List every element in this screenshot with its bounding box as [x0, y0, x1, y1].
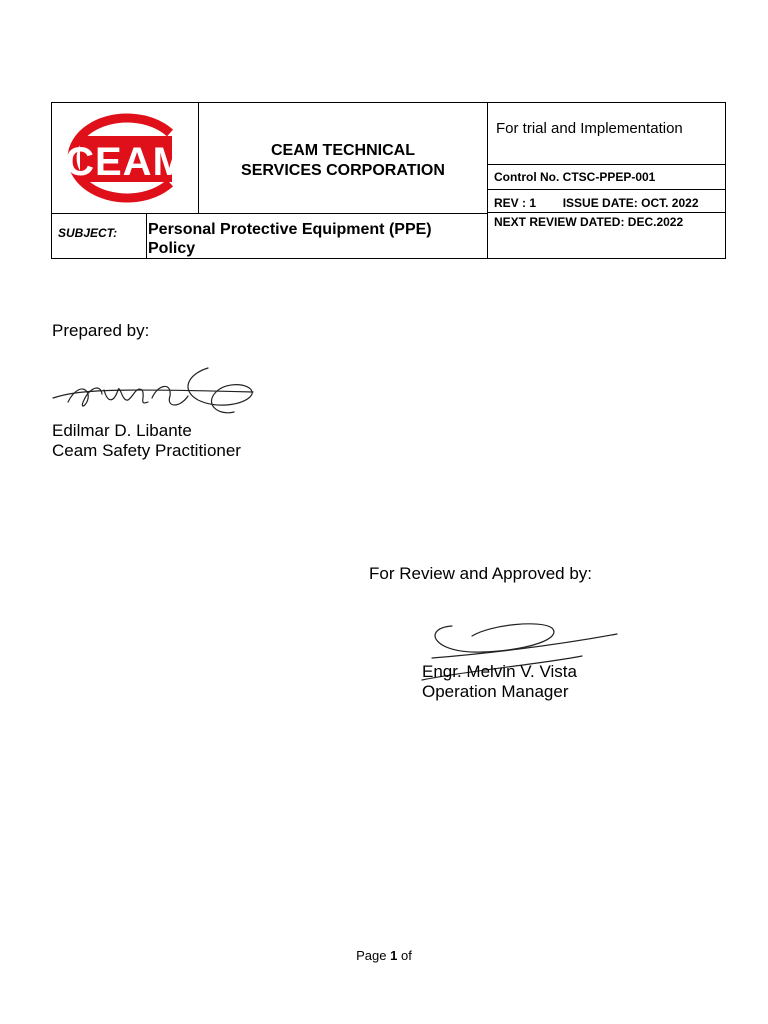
page-suffix: of — [401, 948, 412, 963]
company-logo-cell — [52, 103, 198, 213]
approver-name: Engr. Melvin V. Vista — [422, 662, 577, 681]
ceam-logo — [52, 103, 198, 213]
company-name — [198, 103, 487, 213]
document-info-column — [487, 103, 726, 258]
page-footer — [0, 948, 768, 963]
subject-divider — [146, 214, 147, 259]
subject-title-line1: Personal Protective Equipment (PPE) — [148, 221, 432, 238]
trial-status: For trial and Implementation — [488, 103, 726, 165]
next-review-date: NEXT REVIEW DATED: DEC.2022 — [494, 215, 684, 229]
revision-number: REV : 1 — [494, 196, 537, 210]
prepared-by-label: Prepared by: — [52, 321, 150, 340]
preparer-signature — [48, 360, 258, 420]
approved-by-label: For Review and Approved by: — [369, 564, 593, 583]
revision-row — [488, 190, 726, 213]
company-name-line2: SERVICES CORPORATION — [241, 162, 445, 179]
subject-title — [148, 220, 484, 258]
document-header-table — [51, 102, 726, 259]
approver-title: Operation Manager — [422, 682, 569, 701]
logo-text: CEAM — [65, 140, 187, 184]
subject-title-line2: Policy — [148, 240, 196, 257]
issue-date: ISSUE DATE: OCT. 2022 — [562, 196, 699, 210]
preparer-title: Ceam Safety Practitioner — [52, 441, 241, 460]
preparer-name: Edilmar D. Libante — [52, 421, 192, 440]
page-number: 1 — [390, 948, 398, 963]
subject-label: SUBJECT: — [58, 226, 118, 240]
company-name-line1: CEAM TECHNICAL — [270, 142, 415, 159]
subject-row — [52, 213, 487, 258]
page-prefix: Page — [356, 948, 387, 963]
control-number: Control No. CTSC-PPEP-001 — [488, 165, 726, 190]
